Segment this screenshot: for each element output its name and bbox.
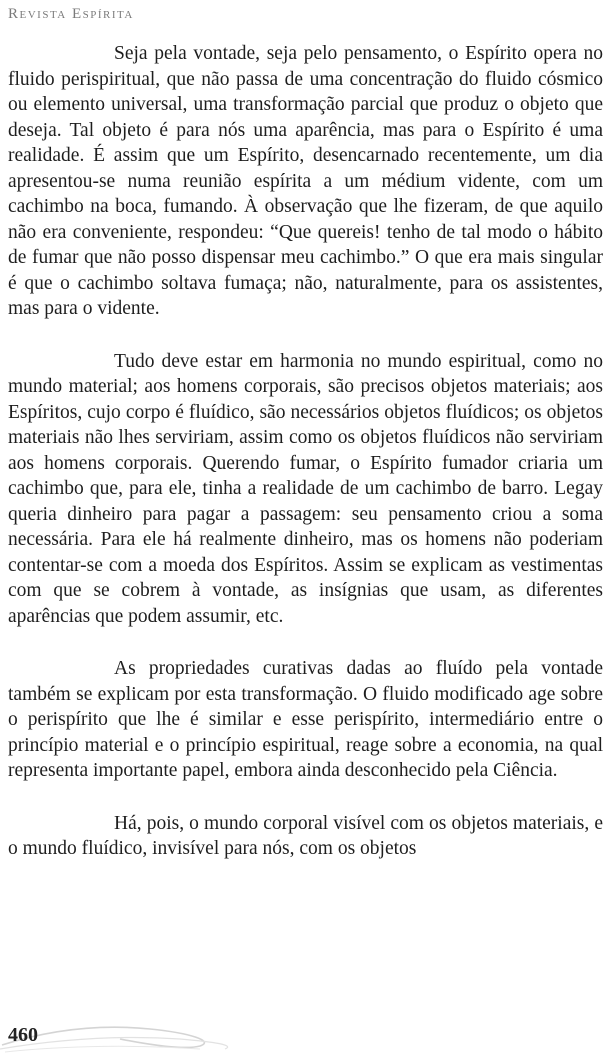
- body-text: [8, 41, 603, 862]
- page-footer: [0, 1015, 611, 1055]
- running-head-title: Revista Espírita: [8, 6, 134, 22]
- paragraph-2: Tudo deve estar em harmonia no mundo espiritual, como no mundo material; aos homens corporais, são precisos objetos materiais; aos Espíritos, cujo corpo é fluídico, são necessários objetos fluídicos; os objetos materiais não lhes serviriam, assim como os objetos fluídicos não serviriam aos homens corporais. Querendo fumar, o Espírito fumador criaria um cachimbo que, para ele, tinha a realidade de um cachimbo de barro. Legay queria dinheiro para pagar a passagem: seu pensamento criou a soma necessária. Para ele há realmente dinheiro, mas os homens não poderiam contentar-se com a moeda dos Espíritos. Assim se explicam as vestimentas com que se cobrem à vontade, as insígnias que usam, as diferentes aparências que podem assumir, etc.: [8, 350, 603, 627]
- paragraph-4: Há, pois, o mundo corporal visível com os objetos materiais, e o mundo fluídico, invisível para nós, com os objetos: [8, 812, 603, 859]
- decorative-swirl-icon: [0, 1015, 260, 1055]
- paragraph-1: Seja pela vontade, seja pelo pensamento, o Espírito opera no fluido perispiritual, que não passa de uma concentração do fluido cósmico ou elemento universal, uma transformação parcial que produz o objeto que deseja. Tal objeto é para nós uma aparência, mas para o Espírito é uma realidade. É assim que um Espírito, desencarnado recentemente, um dia apresentou-se numa reunião espírita a um médium vidente, com um cachimbo na boca, fumando. À observação que lhe fizeram, de que aquilo não era conveniente, respondeu: “Que quereis! tenho de tal modo o hábito de fumar que não posso dispensar meu cachimbo.” O que era mais singular é que o cachimbo soltava fumaça; não, naturalmente, para os assistentes, mas para o vidente.: [8, 43, 603, 319]
- page-number: 460: [8, 1024, 38, 1046]
- paragraph-3: As propriedades curativas dadas ao fluído pela vontade também se explicam por esta transformação. O fluido modificado age sobre o perispírito que lhe é similar e esse perispírito, intermediário entre o princípio material e o princípio espiritual, reage sobre a economia, na qual representa importante papel, embora ainda desconhecido pela Ciência.: [8, 658, 603, 781]
